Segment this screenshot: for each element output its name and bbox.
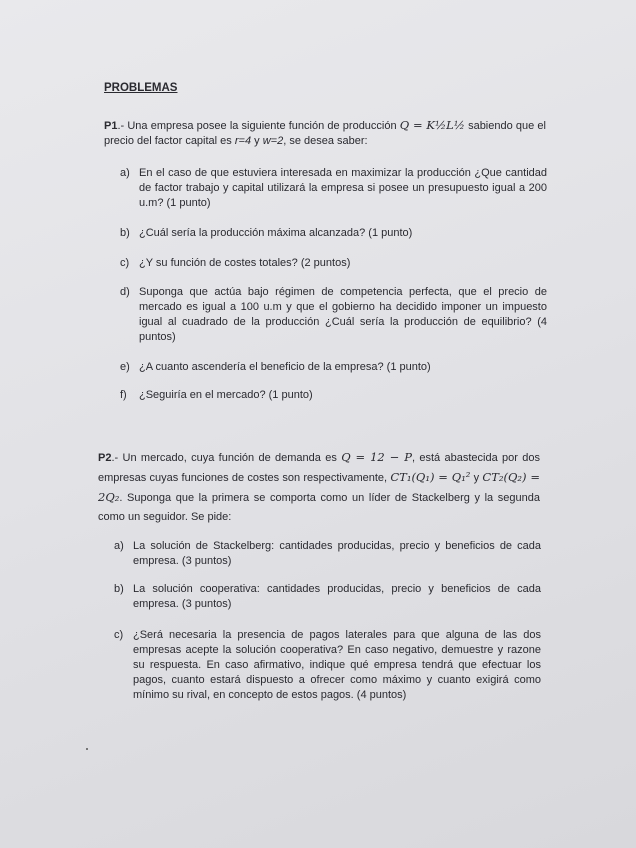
item-text: En el caso de que estuviera interesada en maximizar la producción ¿Que cantidad de factor trabajo y capital utilizará la empresa si posee un presupuesto igual a 200 u.m? (1 punto) bbox=[139, 167, 547, 209]
item-text: ¿A cuanto ascendería el beneficio de la empresa? (1 punto) bbox=[139, 361, 431, 373]
item-text: ¿Seguiría en el mercado? (1 punto) bbox=[139, 389, 313, 401]
paper-speck bbox=[86, 748, 88, 750]
section-title: PROBLEMAS bbox=[104, 82, 178, 94]
p1-formula: Q = K½L½ bbox=[399, 118, 465, 132]
item-text: ¿Será necesaria la presencia de pagos laterales para que alguna de las dos empresas acepte la solución cooperativa? En caso negativo, demuestre y razone su respuesta. En caso afirmativo, indique qué empresa tendrá que efectuar los pagos, cuanto estará dispuesto a ofrecer como máximo y cuanto exigirá como mínimo su rival, en concepto de estos pagos. (4 puntos) bbox=[133, 629, 541, 701]
p2-and: y bbox=[470, 472, 483, 484]
p1-intro-b: sabiendo que el precio del factor capital es bbox=[104, 120, 546, 147]
item-label: a) bbox=[114, 540, 124, 552]
item-label: e) bbox=[120, 361, 130, 373]
item-label: b) bbox=[114, 583, 124, 595]
item-label: f) bbox=[120, 389, 127, 401]
p2-intro-b: , está abastecida por dos empresas cuyas funciones de costes son respectivamente, bbox=[98, 452, 540, 484]
p1-w-value: w=2 bbox=[262, 135, 284, 147]
p2-intro-c: . Suponga que la primera se comporta como un líder de Stackelberg y la segunda como un seguidor. Se pide: bbox=[98, 492, 540, 523]
p2-demand: Q = 12 − P bbox=[341, 450, 412, 464]
p2-ct1: CT₁(Q₁) = Q₁² bbox=[390, 470, 471, 484]
item-text: La solución de Stackelberg: cantidades producidas, precio y beneficios de cada empresa. (3 puntos) bbox=[133, 540, 541, 567]
p1-statement bbox=[104, 118, 546, 149]
p1-intro-a: .- Una empresa posee la siguiente función de producción bbox=[117, 120, 400, 132]
p2-intro-a: .- Un mercado, cuya función de demanda es bbox=[111, 452, 342, 464]
item-label: a) bbox=[120, 167, 130, 179]
item-text: Suponga que actúa bajo régimen de competencia perfecta, que el precio de mercado es igual a 100 u.m y que el gobierno ha decidido imponer un impuesto igual al cuadrado de la producción ¿Cuál sería la producción de equilibrio? (4 puntos) bbox=[139, 286, 547, 343]
item-text: ¿Y su función de costes totales? (2 puntos) bbox=[139, 257, 351, 269]
p1-intro-c: , se desea saber: bbox=[283, 135, 368, 147]
item-text: La solución cooperativa: cantidades producidas, precio y beneficios de cada empresa. (3 puntos) bbox=[133, 583, 541, 610]
p1-r-value: r=4 bbox=[234, 135, 252, 147]
item-label: b) bbox=[120, 227, 130, 239]
item-label: d) bbox=[120, 286, 130, 298]
item-label: c) bbox=[120, 257, 130, 269]
p1-label: P1 bbox=[104, 120, 118, 132]
item-label: c) bbox=[114, 629, 124, 641]
p2-label: P2 bbox=[98, 452, 112, 464]
item-text: ¿Cuál sería la producción máxima alcanzada? (1 punto) bbox=[139, 227, 413, 239]
p2-statement bbox=[98, 448, 540, 527]
p1-and: y bbox=[251, 135, 263, 147]
p2-ct2: CT₂(Q₂) = 2Q₂ bbox=[98, 470, 540, 504]
